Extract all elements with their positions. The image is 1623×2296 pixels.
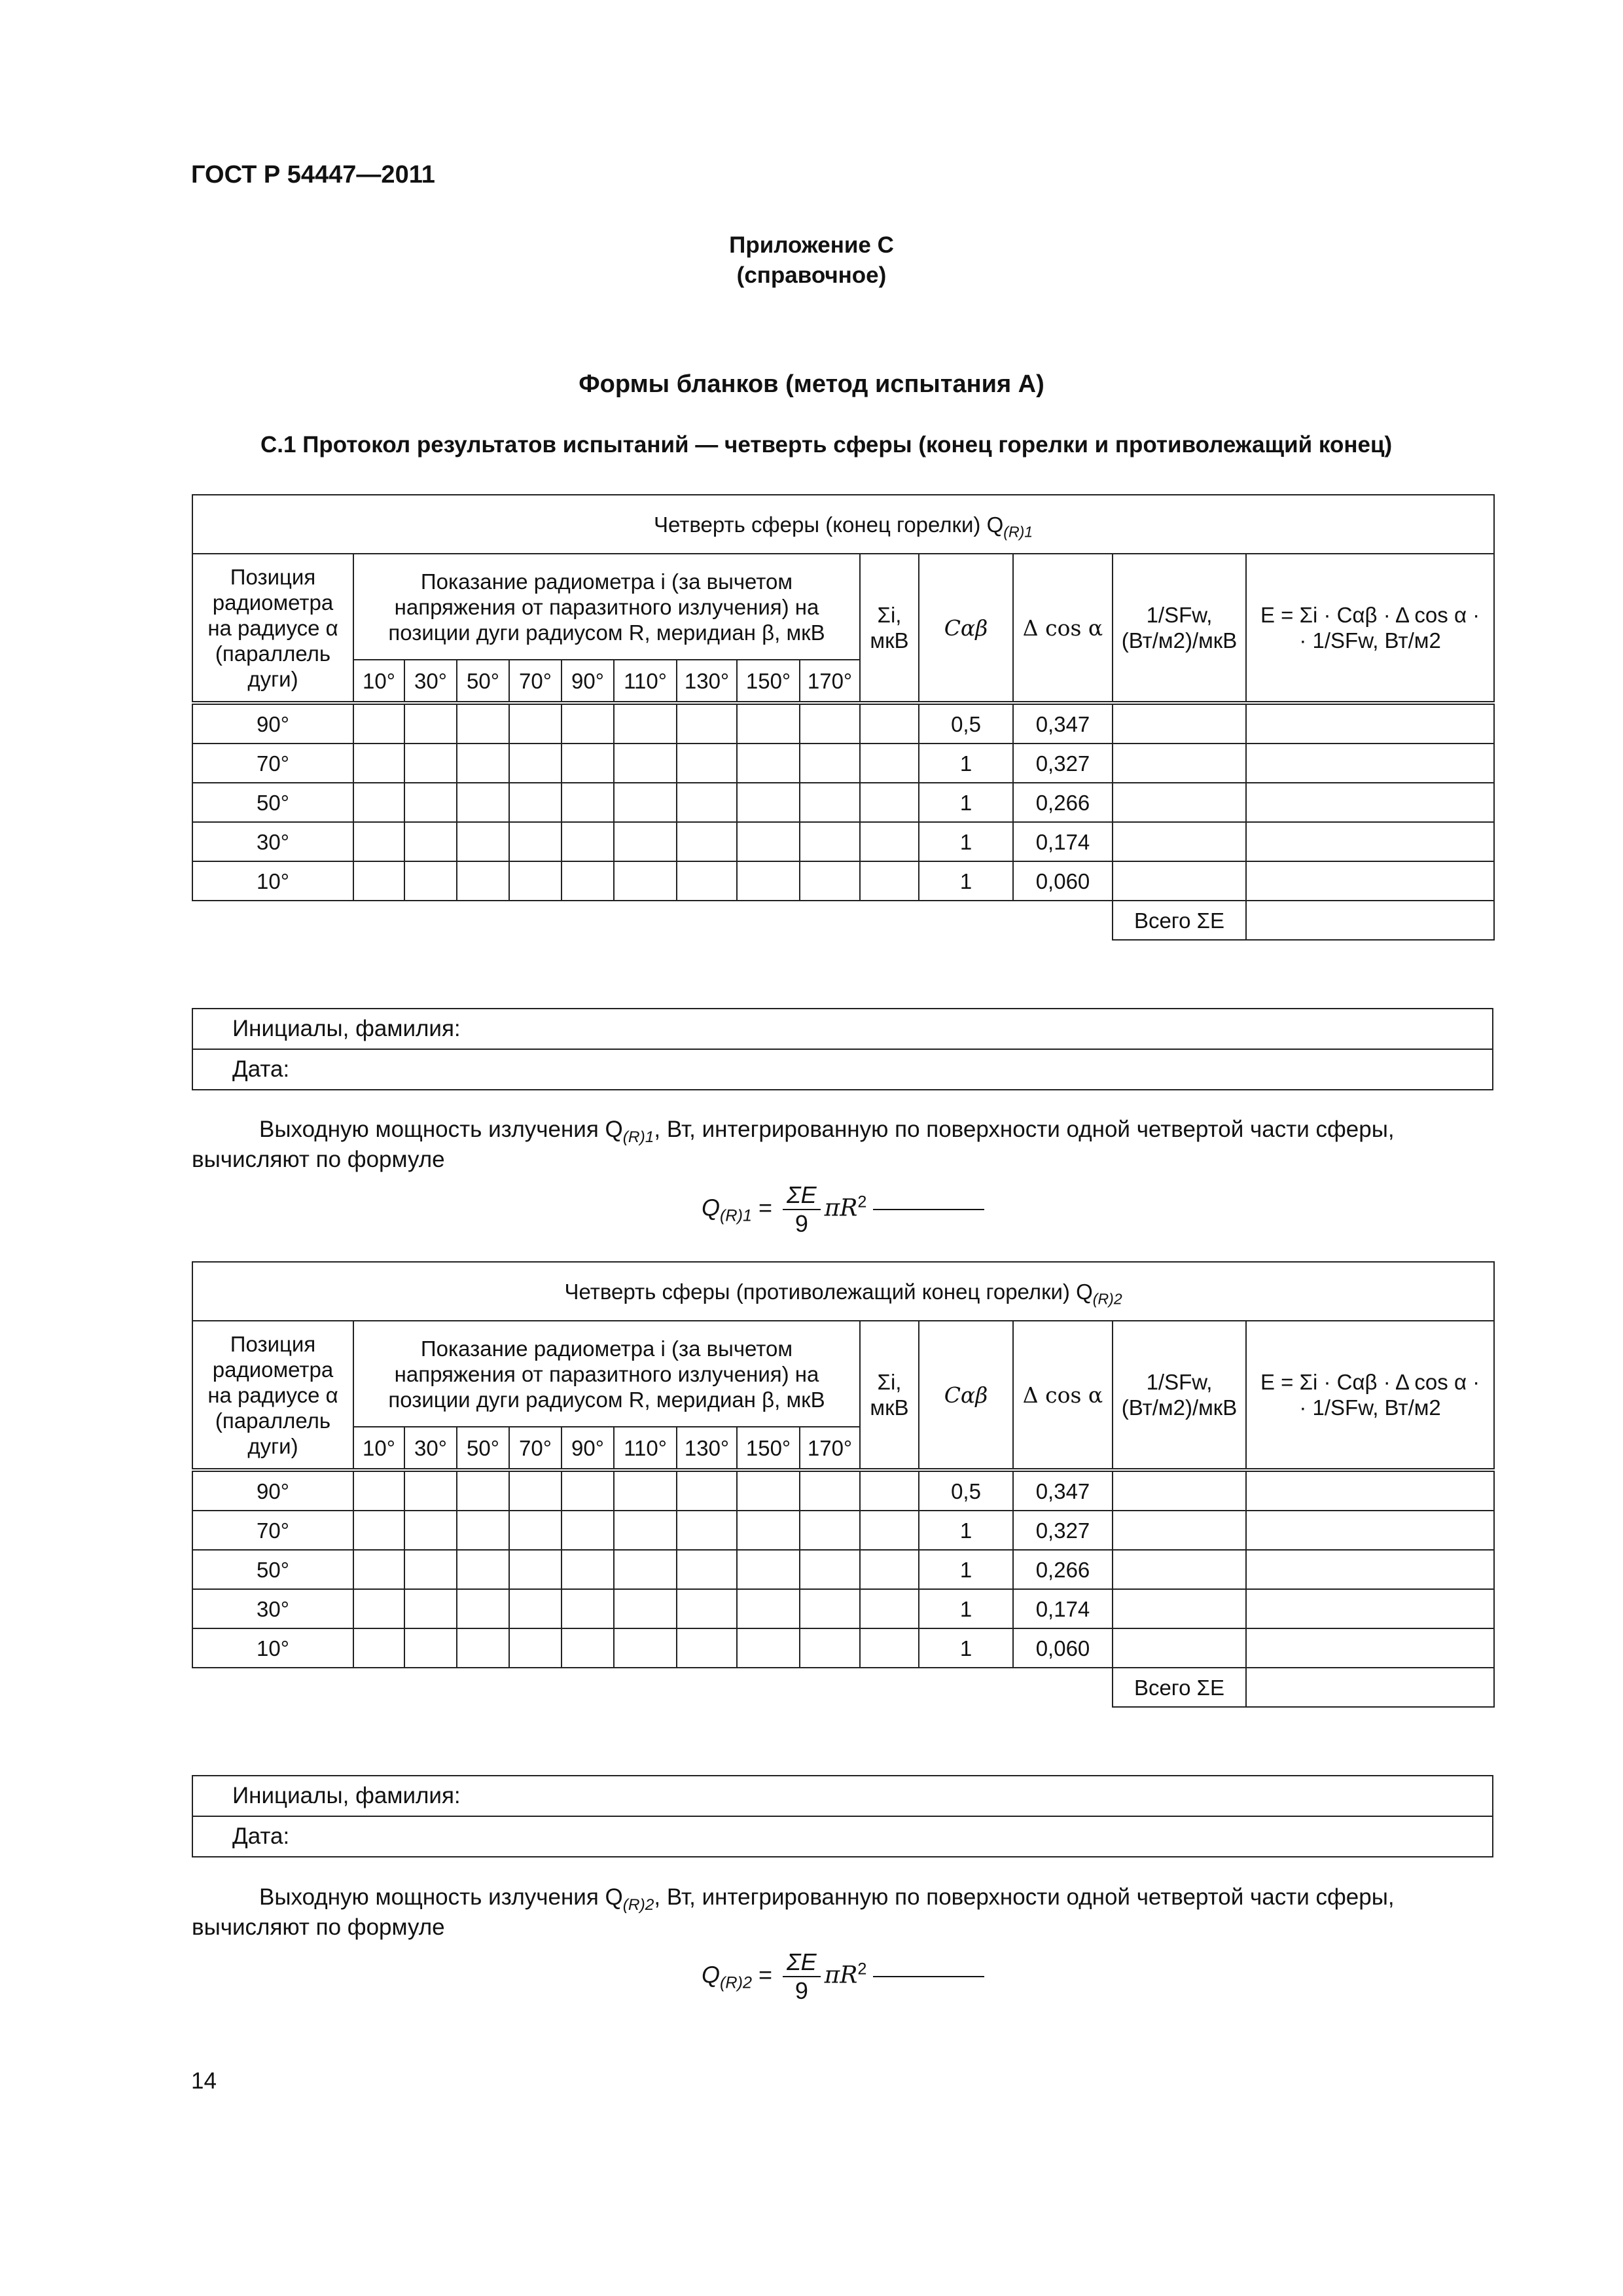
angle-header: 130° bbox=[677, 1427, 737, 1470]
table-row: 50° 1 0,266 bbox=[192, 783, 1494, 822]
total-value bbox=[1246, 1668, 1494, 1707]
date-field: Дата: bbox=[192, 1816, 1493, 1857]
position-header: Позиция радиометра на радиусе α (параллель дуги) bbox=[192, 554, 353, 703]
document-code: ГОСТ Р 54447—2011 bbox=[191, 161, 435, 188]
formula-paragraph-1: Выходную мощность излучения $Q_{(R)1}$, Вт, интегрированную по поверхности одной четвертой части сферы, вычисляют по формуле bbox=[192, 1117, 1395, 1172]
table-caption: Четверть сферы (конец горелки) $Q_{(R)1}$ bbox=[192, 495, 1494, 554]
delta-cos-header: Δ cos α bbox=[1013, 1321, 1113, 1470]
formula-blank-line bbox=[873, 1976, 984, 1977]
formula-1: $Q_{(R)1}$ = $\frac{\Sigma E}{9}$ $\pi R^2$ bbox=[702, 1181, 984, 1238]
total-value bbox=[1246, 901, 1494, 940]
angle-header: 150° bbox=[737, 1427, 800, 1470]
delta-cos-header: Δ cos α bbox=[1013, 554, 1113, 703]
table-row: 30° 1 0,174 bbox=[192, 1589, 1494, 1628]
table-row: 90° 0,5 0,347 bbox=[192, 703, 1494, 744]
position-header: Позиция радиометра на радиусе α (параллель дуги) bbox=[192, 1321, 353, 1470]
e-formula-header: E = Σi · Cαβ · Δ cos α · · 1/SFw, Вт/м2 bbox=[1246, 1321, 1494, 1470]
appendix-title: Приложение С bbox=[729, 232, 894, 258]
total-label: Всего ΣE bbox=[1113, 1668, 1246, 1707]
table-row: 90° 0,5 0,347 bbox=[192, 1470, 1494, 1511]
angle-header: 70° bbox=[509, 660, 562, 703]
angle-header: 50° bbox=[457, 660, 509, 703]
formula-2: $Q_{(R)2}$ = $\frac{\Sigma E}{9}$ $\pi R^2$ bbox=[702, 1948, 984, 2005]
table-row: 30° 1 0,174 bbox=[192, 822, 1494, 861]
formula-fraction: $\frac{\Sigma E}{9}$ bbox=[783, 1181, 821, 1238]
angle-header: 30° bbox=[404, 1427, 457, 1470]
angle-header: 170° bbox=[800, 1427, 860, 1470]
form-title: Формы бланков (метод испытания А) bbox=[579, 370, 1044, 398]
formula-paragraph-2: Выходную мощность излучения $Q_{(R)2}$, Вт, интегрированную по поверхности одной четвертой части сферы, вычисляют по формуле bbox=[192, 1884, 1395, 1940]
table-row: 70° 1 0,327 bbox=[192, 1511, 1494, 1550]
reading-header: Показание радиометра i (за вычетом напряжения от паразитного излучения) на позиции дуги радиусом R, меридиан β, мкВ bbox=[353, 554, 860, 660]
angle-header: 110° bbox=[614, 660, 677, 703]
table-row: 50° 1 0,266 bbox=[192, 1550, 1494, 1589]
signature-block-2 bbox=[192, 1775, 1493, 1857]
angle-header: 70° bbox=[509, 1427, 562, 1470]
table-caption: Четверть сферы (противолежащий конец горелки) $Q_{(R)2}$ bbox=[192, 1262, 1494, 1321]
date-field: Дата: bbox=[192, 1049, 1493, 1090]
sum-i-header: Σi, мкВ bbox=[860, 554, 919, 703]
angle-header: 90° bbox=[562, 660, 614, 703]
sfw-header: 1/SFw, (Вт/м2)/мкВ bbox=[1113, 1321, 1246, 1470]
table-row: 10° 1 0,060 bbox=[192, 1628, 1494, 1668]
angle-header: 150° bbox=[737, 660, 800, 703]
angle-header: 170° bbox=[800, 660, 860, 703]
initials-field: Инициалы, фамилия: bbox=[192, 1776, 1493, 1816]
table-row: 10° 1 0,060 bbox=[192, 861, 1494, 901]
sfw-header: 1/SFw, (Вт/м2)/мкВ bbox=[1113, 554, 1246, 703]
table-row: 70° 1 0,327 bbox=[192, 744, 1494, 783]
e-formula-header: E = Σi · Cαβ · Δ cos α · · 1/SFw, Вт/м2 bbox=[1246, 554, 1494, 703]
angle-header: 30° bbox=[404, 660, 457, 703]
angle-header: 110° bbox=[614, 1427, 677, 1470]
initials-field: Инициалы, фамилия: bbox=[192, 1009, 1493, 1049]
appendix-heading bbox=[0, 230, 1623, 291]
angle-header: 50° bbox=[457, 1427, 509, 1470]
formula-blank-line bbox=[873, 1209, 984, 1210]
signature-block-1 bbox=[192, 1008, 1493, 1090]
results-table-2 bbox=[192, 1261, 1495, 1708]
results-table-1 bbox=[192, 494, 1495, 941]
formula-fraction: $\frac{\Sigma E}{9}$ bbox=[783, 1948, 821, 2005]
angle-header: 90° bbox=[562, 1427, 614, 1470]
page-number: 14 bbox=[191, 2068, 217, 2094]
angle-header: 10° bbox=[353, 1427, 404, 1470]
sum-i-header: Σi, мкВ bbox=[860, 1321, 919, 1470]
c-ab-header: Cαβ bbox=[919, 1321, 1013, 1470]
reading-header: Показание радиометра i (за вычетом напряжения от паразитного излучения) на позиции дуги радиусом R, меридиан β, мкВ bbox=[353, 1321, 860, 1427]
section-title: С.1 Протокол результатов испытаний — четверть сферы (конец горелки и противолежащий конец) bbox=[260, 432, 1393, 457]
angle-header: 130° bbox=[677, 660, 737, 703]
total-label: Всего ΣE bbox=[1113, 901, 1246, 940]
c-ab-header: Cαβ bbox=[919, 554, 1013, 703]
appendix-subtitle: (справочное) bbox=[736, 262, 887, 288]
angle-header: 10° bbox=[353, 660, 404, 703]
